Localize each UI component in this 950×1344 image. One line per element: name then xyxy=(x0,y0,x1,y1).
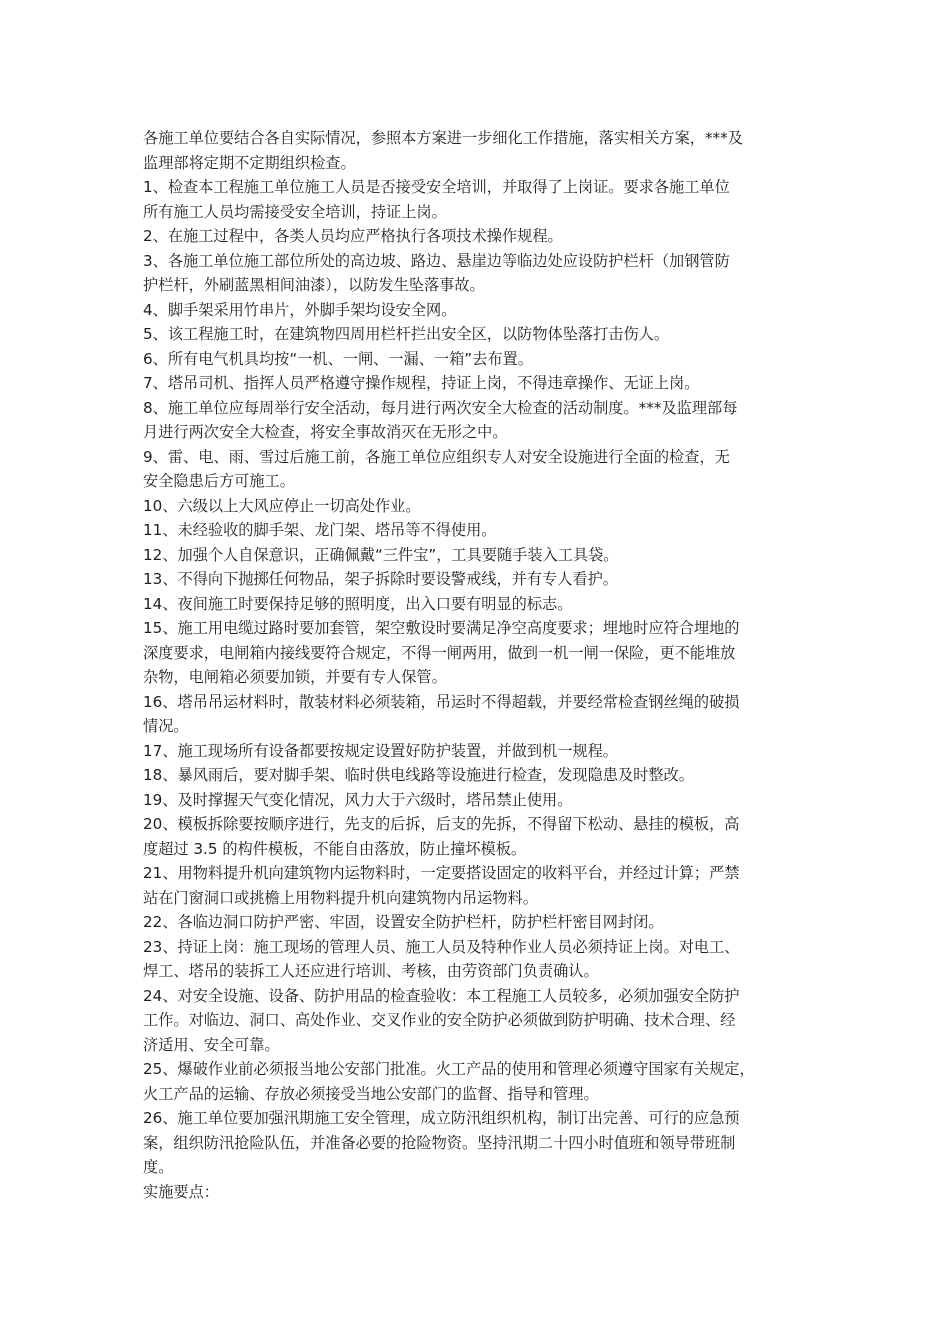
paragraph xyxy=(143,347,813,372)
implementation-points-heading: 实施要点： xyxy=(143,1182,219,1201)
paragraph-line: 3、各施工单位施工部位所处的高边坡、路边、悬崖边等临边处应设防护栏杆（加钢管防 xyxy=(143,251,730,270)
paragraph-line: 15、施工用电缆过路时要加套管，架空敷设时要满足净空高度要求；埋地时应符合埋地的 xyxy=(143,619,740,637)
paragraph-line: 深度要求，电闸箱内接线要符合规定，不得一闸两用，做到一机一闸一保险，更不能堆放 xyxy=(143,643,736,662)
paragraph-line: 16、塔吊吊运材料时，散装材料必须装箱，吊运时不得超载，并要经常检查钢丝绳的破损 xyxy=(143,692,740,711)
paragraph-line: 12、加强个人自保意识，正确佩戴“三件宝”，工具要随手装入工具袋。 xyxy=(143,545,619,564)
paragraph-line: 23、持证上岗：施工现场的管理人员、施工人员及特种作业人员必须持证上岗。对电工、 xyxy=(143,937,740,956)
paragraph-line: 25、爆破作业前必须报当地公安部门批准。火工产品的使用和管理必须遵守国家有关规定， xyxy=(143,1060,755,1078)
paragraph xyxy=(143,592,813,617)
paragraph-line: 安全隐患后方可施工。 xyxy=(143,472,295,490)
paragraph-line: 杂物，电闸箱必须要加锁，并要有专人保管。 xyxy=(143,668,447,686)
paragraph-line: 20、模板拆除要按顺序进行，先支的后拆，后支的先拆，不得留下松动、悬挂的模板，高 xyxy=(143,815,740,833)
paragraph-line: 8、施工单位应每周举行安全活动，每月进行两次安全大检查的活动制度。***及监理部每 xyxy=(143,398,738,417)
paragraph xyxy=(143,763,813,788)
paragraph xyxy=(143,445,813,494)
paragraph xyxy=(143,494,813,519)
paragraph xyxy=(143,518,813,543)
paragraph xyxy=(143,249,813,298)
paragraph xyxy=(143,690,813,739)
paragraph xyxy=(143,322,813,347)
paragraph-line: 14、夜间施工时要保持足够的照明度，出入口要有明显的标志。 xyxy=(143,594,573,613)
paragraph-line: 7、塔吊司机、指挥人员严格遵守操作规程，持证上岗，不得违章操作、无证上岗。 xyxy=(143,374,700,392)
paragraph xyxy=(143,910,813,935)
paragraph-line: 9、雷、电、雨、雪过后施工前，各施工单位应组织专人对安全设施进行全面的检查，无 xyxy=(143,447,730,466)
paragraph-line: 4、脚手架采用竹串片，外脚手架均设安全网。 xyxy=(143,300,457,319)
paragraph-line: 济适用、安全可靠。 xyxy=(143,1035,280,1054)
paragraph-line: 各施工单位要结合各自实际情况，参照本方案进一步细化工作措施，落实相关方案，***及 xyxy=(143,129,743,147)
paragraph xyxy=(143,861,813,910)
paragraph xyxy=(143,224,813,249)
paragraph xyxy=(143,1106,813,1180)
paragraph-line: 24、对安全设施、设备、防护用品的检查验收：本工程施工人员较多，必须加强安全防护 xyxy=(143,986,740,1005)
paragraph xyxy=(143,935,813,984)
paragraph xyxy=(143,396,813,445)
paragraph-line: 21、用物料提升机向建筑物内运物料时，一定要搭设固定的收料平台，并经过计算；严禁 xyxy=(143,864,740,882)
paragraph-line: 10、六级以上大风应停止一切高处作业。 xyxy=(143,496,421,515)
paragraph-line: 工作。对临边、洞口、高处作业、交叉作业的安全防护必须做到防护明确、技术合理、经 xyxy=(143,1011,736,1029)
paragraph xyxy=(143,616,813,690)
paragraph xyxy=(143,1057,813,1106)
paragraph xyxy=(143,298,813,323)
paragraph-line: 2、在施工过程中，各类人员均应严格执行各项技术操作规程。 xyxy=(143,227,563,245)
paragraph xyxy=(143,739,813,764)
paragraph-line: 所有施工人员均需接受安全培训，持证上岗。 xyxy=(143,202,447,221)
paragraph-line: 火工产品的运输、存放必须接受当地公安部门的监督、指导和管理。 xyxy=(143,1084,599,1103)
paragraph-line: 6、所有电气机具均按“一机、一闸、一漏、一箱”去布置。 xyxy=(143,349,533,368)
paragraph xyxy=(143,126,813,175)
paragraph-line: 19、及时撑握天气变化情况，风力大于六级时，塔吊禁止使用。 xyxy=(143,790,573,809)
paragraph-line: 监理部将定期不定期组织检查。 xyxy=(143,153,356,172)
paragraph-line: 22、各临边洞口防护严密、牢固，设置安全防护栏杆，防护栏杆密目网封闭。 xyxy=(143,913,664,931)
paragraph-line: 11、未经验收的脚手架、龙门架、塔吊等不得使用。 xyxy=(143,521,497,539)
paragraph-list xyxy=(143,126,813,1180)
paragraph-line: 护栏杆，外刷蓝黑相间油漆），以防发生坠落事故。 xyxy=(143,276,485,294)
paragraph-line: 站在门窗洞口或挑檐上用物料提升机向建筑物内吊运物料。 xyxy=(143,888,538,907)
paragraph-line: 情况。 xyxy=(143,717,189,735)
paragraph-line: 1、检查本工程施工单位施工人员是否接受安全培训，并取得了上岗证。要求各施工单位 xyxy=(143,178,730,196)
paragraph-line: 26、施工单位要加强汛期施工安全管理，成立防汛组织机构，制订出完善、可行的应急预 xyxy=(143,1109,740,1127)
paragraph xyxy=(143,175,813,224)
paragraph xyxy=(143,812,813,861)
paragraph-line: 17、施工现场所有设备都要按规定设置好防护装置，并做到机一规程。 xyxy=(143,741,618,760)
paragraph xyxy=(143,567,813,592)
paragraph-line: 案，组织防汛抢险队伍，并准备必要的抢险物资。坚持汛期二十四小时值班和领导带班制 xyxy=(143,1133,736,1152)
document-body xyxy=(143,126,813,1204)
paragraph-line: 13、不得向下抛掷任何物品，架子拆除时要设警戒线，并有专人看护。 xyxy=(143,570,618,588)
paragraph-line: 5、该工程施工时，在建筑物四周用栏杆拦出安全区，以防物体坠落打击伤人。 xyxy=(143,325,670,343)
paragraph-line: 度超过 3.5 的构件模板，不能自由落放，防止撞坏模板。 xyxy=(143,839,527,858)
paragraph-line: 月进行两次安全大检查，将安全事故消灭在无形之中。 xyxy=(143,423,508,441)
paragraph xyxy=(143,984,813,1058)
paragraph xyxy=(143,788,813,813)
paragraph-line: 焊工、塔吊的装拆工人还应进行培训、考核，由劳资部门负责确认。 xyxy=(143,962,599,980)
paragraph-line: 度。 xyxy=(143,1158,174,1176)
paragraph-line: 18、暴风雨后，要对脚手架、临时供电线路等设施进行检查，发现隐患及时整改。 xyxy=(143,766,694,784)
paragraph xyxy=(143,371,813,396)
paragraph xyxy=(143,543,813,568)
